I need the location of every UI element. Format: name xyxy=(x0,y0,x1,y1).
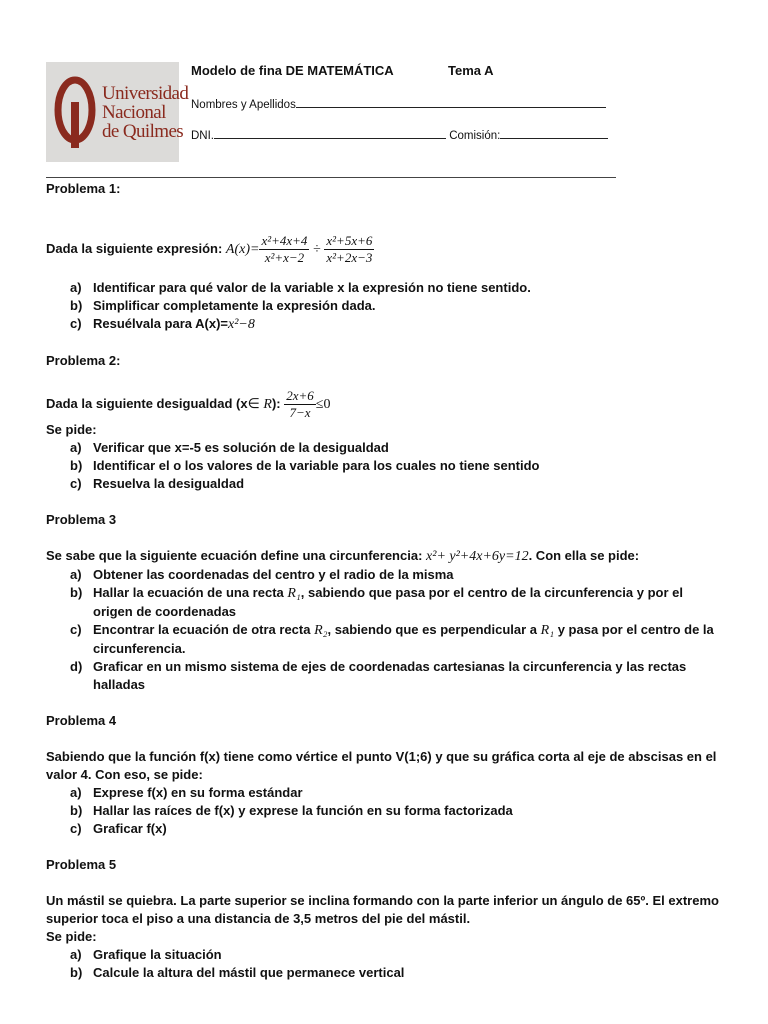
problem-1-statement: Dada la siguiente expresión: A(x)= $\frac{\text{x²+4x+4}}{\text{x²+x−2}}$ ÷ $\frac{\text{x²+5x+6}}{\text{x²+2x−3}}$ xyxy=(46,233,373,265)
problem-1-title: Problema 1: xyxy=(46,181,121,196)
list-item: d) Graficar en un mismo sistema de ejes de coordenadas cartesianas la circunferencia y las rectas halladas xyxy=(70,659,687,692)
header-divider xyxy=(46,177,616,178)
comision-label: Comisión: xyxy=(449,130,501,142)
list-item: a) Verificar que x=-5 es solución de la desigualdad xyxy=(70,440,389,455)
exam-title: Modelo de fina DE MATEMÁTICA xyxy=(191,63,394,78)
university-logo xyxy=(46,62,189,162)
exam-tema: Tema A xyxy=(448,63,494,78)
problem-3-title: Problema 3 xyxy=(46,512,117,527)
problem-2-statement: Dada la siguiente desigualdad (x∈ R): $\frac{2x+6}{7-x}$ ≤0 xyxy=(46,388,331,421)
problem-4-items xyxy=(46,784,726,838)
exam-body xyxy=(46,180,726,982)
list-item: c) Graficar f(x) xyxy=(70,821,167,836)
list-item: c) Resuélvala para A(x)=x²−8 xyxy=(70,316,255,332)
list-item: c) Encontrar la ecuación de otra recta R₂, sabiendo que es perpendicular a R₁ y pasa por el centro de la circunferencia. xyxy=(70,622,714,656)
comision-blank xyxy=(500,128,608,139)
problem-5-sepide: Se pide: xyxy=(46,929,97,944)
problem-4-title: Problema 4 xyxy=(46,713,117,728)
circle-equation: x²+ y²+4x+6y=12 xyxy=(426,549,529,564)
fraction-1: $\frac{\text{x²+4x+4}}{\text{x²+x−2}}$ xyxy=(261,233,308,265)
logo-q-emblem xyxy=(53,74,97,150)
list-item: b) Identificar el o los valores de la variable para los cuales no tiene sentido xyxy=(70,458,540,473)
nombres-label: Nombres y Apellidos xyxy=(191,99,296,111)
inequality-fraction: $\frac{2x+6}{7-x}$ xyxy=(286,388,314,421)
list-item: a) Exprese f(x) en su forma estándar xyxy=(70,785,303,800)
problem-3-items xyxy=(46,566,726,694)
division-operator: ÷ xyxy=(313,241,321,257)
dni-field xyxy=(191,128,608,142)
nombres-blank xyxy=(296,97,606,108)
list-item: b) Calcule la altura del mástil que permanece vertical xyxy=(70,965,405,980)
list-item: b) Simplificar completamente la expresión dada. xyxy=(70,298,376,313)
problem-5-statement: Un mástil se quiebra. La parte superior se inclina formando con la parte inferior un ángulo de 65º. El extremo superior toca el piso a una distancia de 3,5 metros del pie del mástil. xyxy=(46,893,719,926)
dni-blank xyxy=(214,128,446,139)
list-item: a) Grafique la situación xyxy=(70,947,222,962)
list-item: b) Hallar la ecuación de una recta R₁, sabiendo que pasa por el centro de la circunferencia y por el origen de coordenadas xyxy=(70,585,683,619)
list-item: a) Identificar para qué valor de la variable x la expresión no tiene sentido. xyxy=(70,280,531,295)
problem-5-items xyxy=(46,946,726,982)
problem-1-items xyxy=(46,279,726,334)
expr-lhs: A(x)= xyxy=(225,241,260,257)
problem-2-items xyxy=(46,439,726,493)
nombres-field xyxy=(191,97,606,111)
list-item: c) Resuelva la desigualdad xyxy=(70,476,245,491)
problem-3-statement: Se sabe que la siguiente ecuación define una circunferencia: x²+ y²+4x+6y=12. Con ella se pide: xyxy=(46,548,640,564)
fraction-2: $\frac{\text{x²+5x+6}}{\text{x²+2x−3}}$ xyxy=(326,233,373,265)
list-item: a) Obtener las coordenadas del centro y el radio de la misma xyxy=(70,567,454,582)
logo-text: Universidad Nacional de Quilmes xyxy=(102,83,189,142)
problem-2-sepide: Se pide: xyxy=(46,422,97,437)
problem-5-title: Problema 5 xyxy=(46,857,117,872)
problem-2-title: Problema 2: xyxy=(46,353,121,368)
list-item: b) Hallar las raíces de f(x) y exprese la función en su forma factorizada xyxy=(70,803,513,818)
dni-label: DNI. xyxy=(191,130,214,142)
problem-4-statement: Sabiendo que la función f(x) tiene como vértice el punto V(1;6) y que su gráfica corta al eje de abscisas en el valor 4. Con eso, se pide: xyxy=(46,749,717,782)
